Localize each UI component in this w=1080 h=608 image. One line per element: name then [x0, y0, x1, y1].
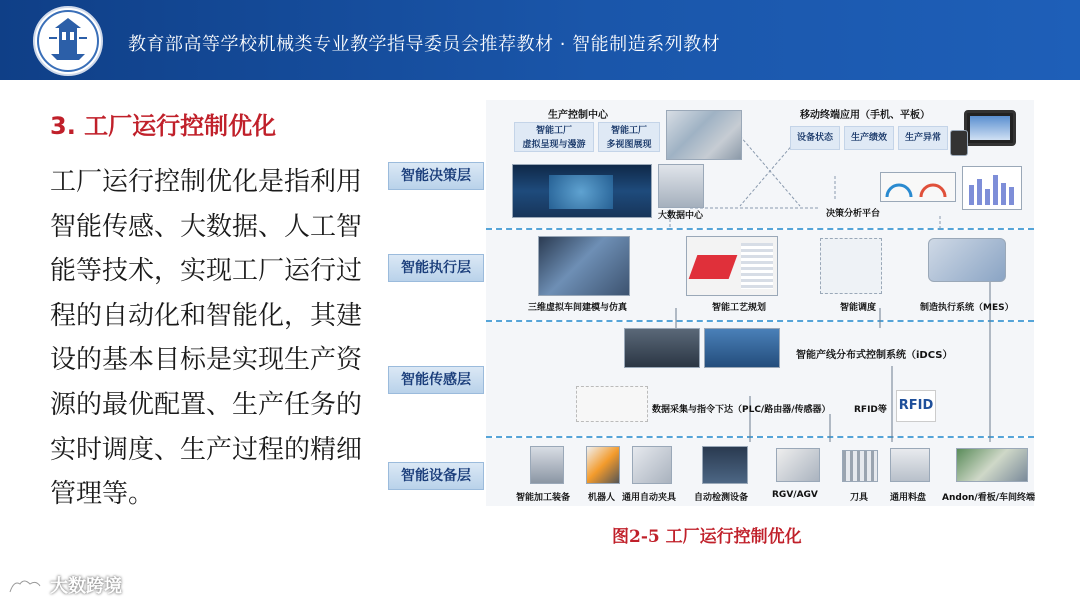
- chip-production-performance: 生产绩效: [844, 126, 894, 150]
- bar-chart-thumbnail: [962, 166, 1022, 210]
- data-collection-label: 数据采集与指令下达（PLC/路由器/传感器）: [652, 405, 831, 415]
- virtual-workshop-thumbnail: [538, 236, 630, 296]
- watermark-text: 大数跨境: [50, 576, 122, 597]
- analysis-platform-label: 决策分析平台: [826, 209, 881, 219]
- device-agv: RGV/AGV: [772, 490, 818, 500]
- robot-thumbnail: [586, 446, 620, 484]
- process-planning-thumbnail: [686, 236, 778, 296]
- agv-thumbnail: [776, 448, 820, 482]
- gauge-icon: [881, 173, 955, 201]
- rfid-label: RFID等: [854, 405, 887, 415]
- layer-label-decision: 智能决策层: [388, 162, 484, 190]
- tray-thumbnail: [890, 448, 930, 482]
- device-fixture: 通用自动夹具: [622, 493, 677, 503]
- chip-multi-view: [598, 122, 660, 152]
- factory-3d-thumbnail: [666, 110, 742, 160]
- section-body: 工厂运行控制优化是指利用智能传感、大数据、人工智能等技术，实现工厂运行过程的自动化和智能化，其建设的基本目标是实现生产资源的最优配置、生产任务的实时调度、生产过程的精细管理等。: [50, 167, 363, 510]
- fixture-thumbnail: [632, 446, 672, 484]
- andon-thumbnail: [956, 448, 1028, 482]
- phone-icon: [950, 130, 968, 156]
- execution-item-process-planning: 智能工艺规划: [712, 303, 767, 313]
- dashboard-map: [549, 175, 613, 209]
- execution-item-scheduling: 智能调度: [840, 303, 877, 313]
- bar-chart-icon: [963, 167, 1021, 209]
- part-model: [689, 255, 738, 279]
- chip-text: 智能工厂 多视图展现: [606, 126, 652, 150]
- header-bar: [0, 0, 1080, 80]
- rfid-logo-text: RFID: [898, 398, 934, 413]
- process-table: [741, 243, 773, 289]
- layer-label-device: 智能设备层: [388, 462, 484, 490]
- control-center-title: 生产控制中心: [548, 110, 608, 121]
- mes-thumbnail: [928, 238, 1006, 282]
- section-title: 3. 工厂运行控制优化: [50, 112, 277, 140]
- bigdata-label: 大数据中心: [658, 211, 704, 221]
- device-inspection: 自动检测设备: [694, 493, 749, 503]
- layer-label-sensing: 智能传感层: [388, 366, 484, 394]
- dcs-screen-thumbnail-2: [704, 328, 780, 368]
- plc-devices-thumbnail: [576, 386, 648, 422]
- scheduling-thumbnail: [820, 238, 882, 294]
- tablet-icon: [964, 110, 1016, 146]
- server-thumbnail: [658, 164, 704, 208]
- device-robot: 机器人: [588, 493, 616, 503]
- mobile-app-title: 移动终端应用（手机、平板）: [800, 110, 930, 121]
- gauge-thumbnail: [880, 172, 956, 202]
- chip-text: 智能工厂 虚拟呈现与漫游: [522, 126, 586, 150]
- dashboard-thumbnail: [512, 164, 652, 218]
- layer-label-execution: 智能执行层: [388, 254, 484, 282]
- university-logo: [33, 6, 103, 76]
- cnc-machine-thumbnail: [530, 446, 564, 484]
- device-tool: 刀具: [850, 493, 869, 503]
- execution-item-simulation: 三维虚拟车间建模与仿真: [528, 303, 628, 313]
- chip-production-exception: 生产异常: [898, 126, 948, 150]
- chip-device-status: 设备状态: [790, 126, 840, 150]
- rfid-logo: [896, 390, 936, 422]
- device-machining: 智能加工装备: [516, 493, 571, 503]
- idcs-label: 智能产线分布式控制系统（iDCS）: [796, 350, 953, 361]
- device-tray: 通用料盘: [890, 493, 927, 503]
- architecture-diagram: [380, 96, 1040, 508]
- device-andon: Andon/看板/车间终端: [942, 493, 1035, 503]
- tablet-screen: [970, 116, 1010, 140]
- tool-thumbnail: [842, 450, 878, 482]
- chip-virtual-roaming: [514, 122, 594, 152]
- execution-item-mes: 制造执行系统（MES）: [920, 303, 1014, 313]
- dcs-screen-thumbnail-1: [624, 328, 700, 368]
- watermark-icon: [6, 574, 48, 598]
- inspection-thumbnail: [702, 446, 748, 484]
- header-title: 教育部高等学校机械类专业教学指导委员会推荐教材 · 智能制造系列教材: [128, 34, 721, 55]
- figure-caption: 图2-5 工厂运行控制优化: [612, 527, 802, 547]
